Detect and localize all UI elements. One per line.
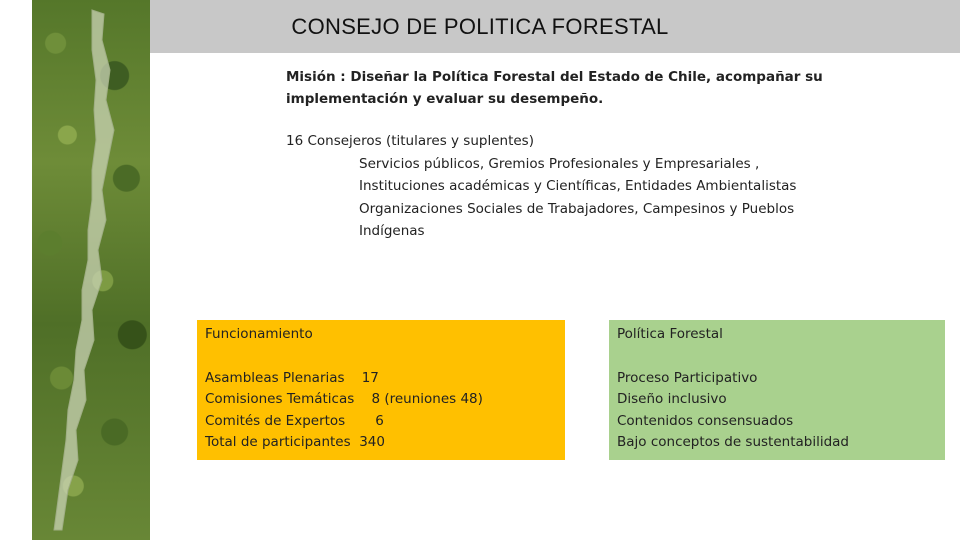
councillors-line: Organizaciones Sociales de Trabajadores, Campesinos y Pueblos <box>359 200 795 217</box>
mission-statement: Misión : Diseñar la Política Forestal del Estado de Chile, acompañar su implementación y evaluar su desempeño. <box>286 69 823 107</box>
politica-item: Bajo conceptos de sustentabilidad <box>617 434 849 450</box>
chile-map-silhouette <box>32 0 150 540</box>
funcionamiento-heading: Funcionamiento <box>205 326 313 342</box>
stat-value: 17 <box>361 369 379 386</box>
stat-label: Comités de Expertos <box>205 412 376 429</box>
stat-row <box>205 389 557 411</box>
stat-row <box>205 432 557 454</box>
stat-value: 8 (reuniones 48) <box>371 391 483 407</box>
stat-label: Comisiones Temáticas <box>205 391 372 407</box>
councillors-heading: 16 Consejeros (titulares y suplentes) <box>286 133 534 149</box>
stat-value: 340 <box>359 434 385 450</box>
politica-item: Contenidos consensuados <box>617 412 794 429</box>
stat-row <box>205 411 557 433</box>
politica-item: Proceso Participativo <box>617 369 758 386</box>
councillors-line: Instituciones académicas y Científicas, Entidades Ambientalistas <box>359 178 797 194</box>
forest-map-image <box>32 0 150 540</box>
councillors-section <box>286 130 886 243</box>
stat-label: Asambleas Plenarias <box>205 369 362 386</box>
stat-row <box>205 368 557 390</box>
politica-forestal-box <box>609 320 945 460</box>
title-bar <box>150 0 960 53</box>
page-title: CONSEJO DE POLITICA FORESTAL <box>291 13 669 39</box>
councillors-line: Indígenas <box>359 223 425 239</box>
politica-item: Diseño inclusivo <box>617 391 727 407</box>
stat-value: 6 <box>375 412 384 429</box>
politica-heading: Política Forestal <box>617 326 723 342</box>
stat-label: Total de participantes <box>205 434 360 450</box>
funcionamiento-box <box>197 320 565 460</box>
councillors-line: Servicios públicos, Gremios Profesionales y Empresariales , <box>359 155 760 172</box>
